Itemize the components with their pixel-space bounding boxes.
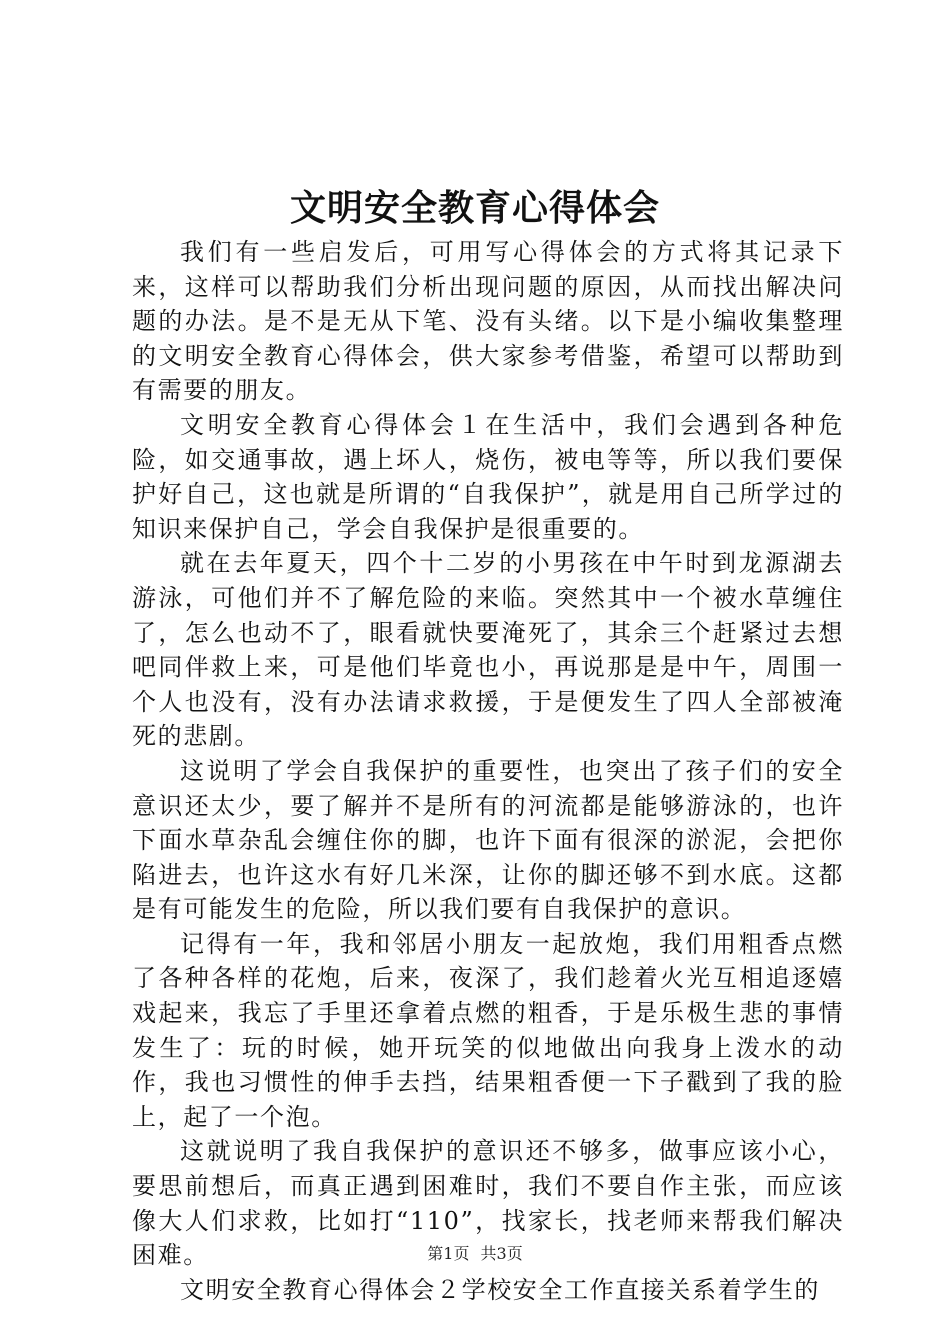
paragraph: 文明安全教育心得体会１在生活中，我们会遇到各种危险，如交通事故，遇上坏人，烧伤，被电等等，所以我们要保护好自己，这也就是所谓的“自我保护”，就是用自己所学过的知识来保护自己，学会自我保护是很重要的。: [132, 410, 844, 543]
page-number: 第1页: [427, 1244, 470, 1263]
paragraph: 我们有一些启发后，可用写心得体会的方式将其记录下来，这样可以帮助我们分析出现问题的原因，从而找出解决问题的办法。是不是无从下笔、没有头绪。以下是小编收集整理的文明安全教育心得体会，供大家参考借鉴，希望可以帮助到有需要的朋友。: [132, 238, 844, 405]
paragraph: 文明安全教育心得体会２学校安全工作直接关系着学生的: [180, 1275, 820, 1304]
paragraph: 这说明了学会自我保护的重要性，也突出了孩子们的安全意识还太少，要了解并不是所有的河流都是能够游泳的，也许下面水草杂乱会缠住你的脚，也许下面有很深的淤泥，会把你陷进去，也许这水有好几米深，让你的脚还够不到水底。这都是有可能发生的危险，所以我们要有自我保护的意识。: [132, 756, 844, 924]
paragraph: 记得有一年，我和邻居小朋友一起放炮，我们用粗香点燃了各种各样的花炮，后来，夜深了，我们趁着火光互相追逐嬉戏起来，我忘了手里还拿着点燃的粗香，于是乐极生悲的事情发生了：玩的时候，她开玩笑的似地做出向我身上泼水的动作，我也习惯性的伸手去挡，结果粗香便一下子戳到了我的脸上，起了一个泡。: [132, 929, 844, 1131]
page-footer: [0, 1243, 950, 1265]
document-title: 文明安全教育心得体会: [289, 187, 660, 229]
page-total: 共3页: [480, 1244, 523, 1263]
document-body: [132, 235, 844, 1307]
paragraph: 这就说明了我自我保护的意识还不够多，做事应该小心，要思前想后，而真正遇到困难时，我们不要自作主张，而应该像大人们求救，比如打“110”，找家长，找老师来帮我们解决困难。: [132, 1137, 844, 1270]
paragraph: 就在去年夏天，四个十二岁的小男孩在中午时到龙源湖去游泳，可他们并不了解危险的来临。突然其中一个被水草缠住了，怎么也动不了，眼看就快要淹死了，其余三个赶紧过去想吧同伴救上来，可是他们毕竟也小，再说那是是中午，周围一个人也没有，没有办法请求救援，于是便发生了四人全部被淹死的悲剧。: [132, 549, 844, 751]
